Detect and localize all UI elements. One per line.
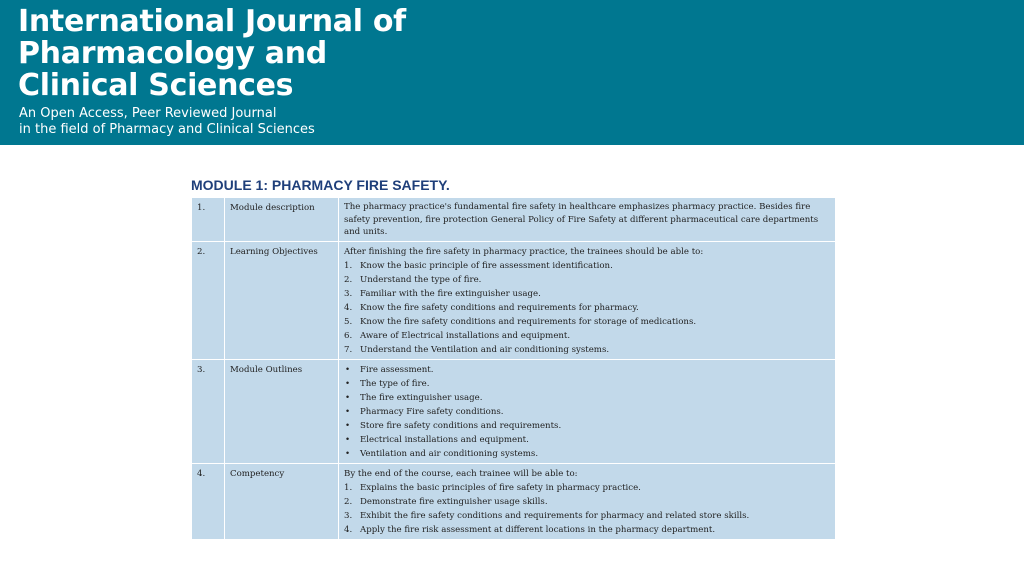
list-item: Explains the basic principles of fire safety in pharmacy practice. [360, 482, 641, 493]
learning-objectives-intro: After finishing the fire safety in pharmacy practice, the trainees should be able to: [344, 246, 704, 257]
row-number: 3. [192, 359, 225, 463]
journal-subtitle-line: An Open Access, Peer Reviewed Journal [19, 106, 277, 121]
table-row [192, 241, 836, 359]
row-number: 1. [192, 198, 225, 242]
list-item: • Electrical installations and equipment. [344, 433, 830, 447]
list-item: Familiar with the fire extinguisher usage. [360, 288, 541, 299]
learning-objectives-cell [339, 241, 836, 359]
journal-title [18, 6, 406, 102]
row-label: Module description [225, 198, 339, 242]
row-number: 4. [192, 463, 225, 539]
journal-title-line: International Journal of [18, 4, 406, 39]
list-item: • Store fire safety conditions and requirements. [344, 419, 830, 433]
list-item: Know the fire safety conditions and requirements for storage of medications. [360, 316, 697, 327]
module-outlines-list [344, 363, 830, 461]
competency-cell [339, 463, 836, 539]
learning-objectives-list [344, 259, 830, 357]
journal-subtitle-line: in the field of Pharmacy and Clinical Sciences [19, 122, 315, 137]
journal-header [0, 0, 1024, 145]
competency-intro: By the end of the course, each trainee will be able to: [344, 468, 578, 479]
module-title: MODULE 1: PHARMACY FIRE SAFETY. [191, 177, 450, 193]
competency-list [344, 481, 830, 537]
list-item: Exhibit the fire safety conditions and requirements for pharmacy and related store skills. [360, 510, 750, 521]
list-item: • The type of fire. [344, 377, 830, 391]
row-number: 2. [192, 241, 225, 359]
list-item: Understand the type of fire. [360, 274, 482, 285]
table-row [192, 198, 836, 242]
module-outlines-cell [339, 359, 836, 463]
list-item: • Pharmacy Fire safety conditions. [344, 405, 830, 419]
journal-title-line: Pharmacology and [18, 36, 327, 71]
list-item: Understand the Ventilation and air conditioning systems. [360, 344, 610, 355]
list-item: Know the basic principle of fire assessment identification. [360, 260, 613, 271]
module-description-text: The pharmacy practice's fundamental fire safety in healthcare emphasizes pharmacy practice. Besides fire safety prevention, fire protection General Policy of Fire Safety at different pharmaceutical care departments and units. [339, 198, 836, 242]
table-row [192, 463, 836, 539]
journal-title-line: Clinical Sciences [18, 68, 294, 103]
module-table [191, 197, 836, 540]
table-row [192, 359, 836, 463]
row-label: Competency [225, 463, 339, 539]
list-item: Aware of Electrical installations and equipment. [360, 330, 571, 341]
list-item: Apply the fire risk assessment at different locations in the pharmacy department. [360, 524, 716, 535]
list-item: Demonstrate fire extinguisher usage skills. [360, 496, 548, 507]
list-item: • The fire extinguisher usage. [344, 391, 830, 405]
list-item: • Ventilation and air conditioning systems. [344, 447, 830, 461]
row-label: Module Outlines [225, 359, 339, 463]
journal-subtitle [19, 106, 315, 138]
list-item: Know the fire safety conditions and requirements for pharmacy. [360, 302, 639, 313]
list-item: • Fire assessment. [344, 363, 830, 377]
row-label: Learning Objectives [225, 241, 339, 359]
